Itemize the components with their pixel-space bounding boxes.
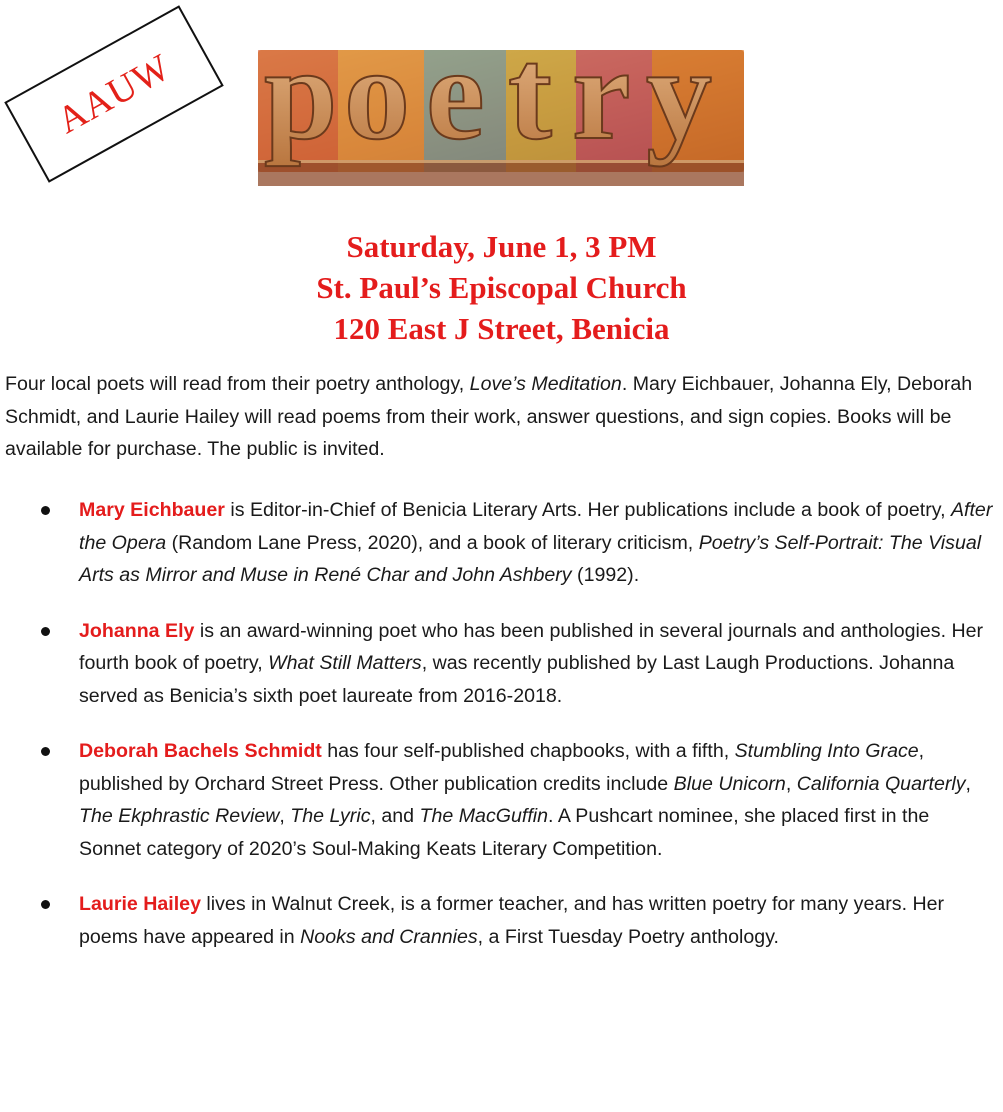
svg-text:o: o bbox=[344, 20, 410, 167]
svg-text:p: p bbox=[264, 20, 338, 167]
bullet-icon bbox=[41, 627, 50, 636]
event-address: 120 East J Street, Benicia bbox=[333, 311, 670, 346]
aauw-stamp bbox=[4, 5, 224, 182]
poet-name: Laurie Hailey bbox=[79, 893, 201, 915]
bullet-icon bbox=[41, 900, 50, 909]
intro-paragraph: Four local poets will read from their poetry anthology, Love’s Meditation. Mary Eichbauer, Johanna Ely, Deborah Schmidt, and Laurie Hailey will read poems from their work, answer questions, and sign copies. Books will be available for purchase. The public is invited. bbox=[5, 373, 973, 460]
poetry-letterpress-image bbox=[254, 10, 748, 192]
poet-name: Mary Eichbauer bbox=[79, 499, 225, 521]
event-details bbox=[0, 226, 1003, 349]
stamp-text: AAUW bbox=[50, 46, 178, 142]
svg-text:r: r bbox=[572, 20, 631, 167]
svg-text:y: y bbox=[646, 20, 712, 167]
event-venue: St. Paul’s Episcopal Church bbox=[316, 270, 687, 305]
anthology-title: Love’s Meditation bbox=[469, 373, 622, 395]
poet-name: Deborah Bachels Schmidt bbox=[79, 740, 322, 762]
bio-mary-eichbauer: Mary Eichbauer is Editor-in-Chief of Benicia Literary Arts. Her publications include a book of poetry, After the Opera (Random Lane Press, 2020), and a book of literary criticism, Poetry’s Self-Portrait: The Visual Arts as Mirror and Muse in René Char and John Ashbery (1992). bbox=[0, 494, 1003, 592]
poet-bio-list bbox=[0, 494, 1003, 976]
svg-text:t: t bbox=[508, 20, 552, 167]
poet-name: Johanna Ely bbox=[79, 619, 195, 642]
bullet-icon bbox=[41, 506, 50, 515]
svg-text:e: e bbox=[426, 20, 485, 167]
bio-deborah-schmidt: Deborah Bachels Schmidt has four self-published chapbooks, with a fifth, Stumbling Into Grace, published by Orchard Street Press. Other publication credits include Blue Unicorn, California Quarterly, The Ekphrastic Review, The Lyric, and The MacGuffin. A Pushcart nominee, she placed first in the Sonnet category of 2020’s Soul-Making Keats Literary Competition. bbox=[0, 735, 1003, 865]
event-date: Saturday, June 1, 3 PM bbox=[346, 229, 657, 264]
bio-laurie-hailey: Laurie Hailey lives in Walnut Creek, is a former teacher, and has written poetry for many years. Her poems have appeared in Nooks and Crannies, a First Tuesday Poetry anthology. bbox=[0, 888, 1003, 953]
bullet-icon bbox=[41, 747, 50, 756]
bio-johanna-ely: Johanna Ely is an award-winning poet who has been published in several journals and anthologies. Her fourth book of poetry, What Still Matters, was recently published by Last Laugh Productions. Johanna served as Benicia’s sixth poet laureate from 2016-2018. bbox=[0, 615, 1003, 713]
